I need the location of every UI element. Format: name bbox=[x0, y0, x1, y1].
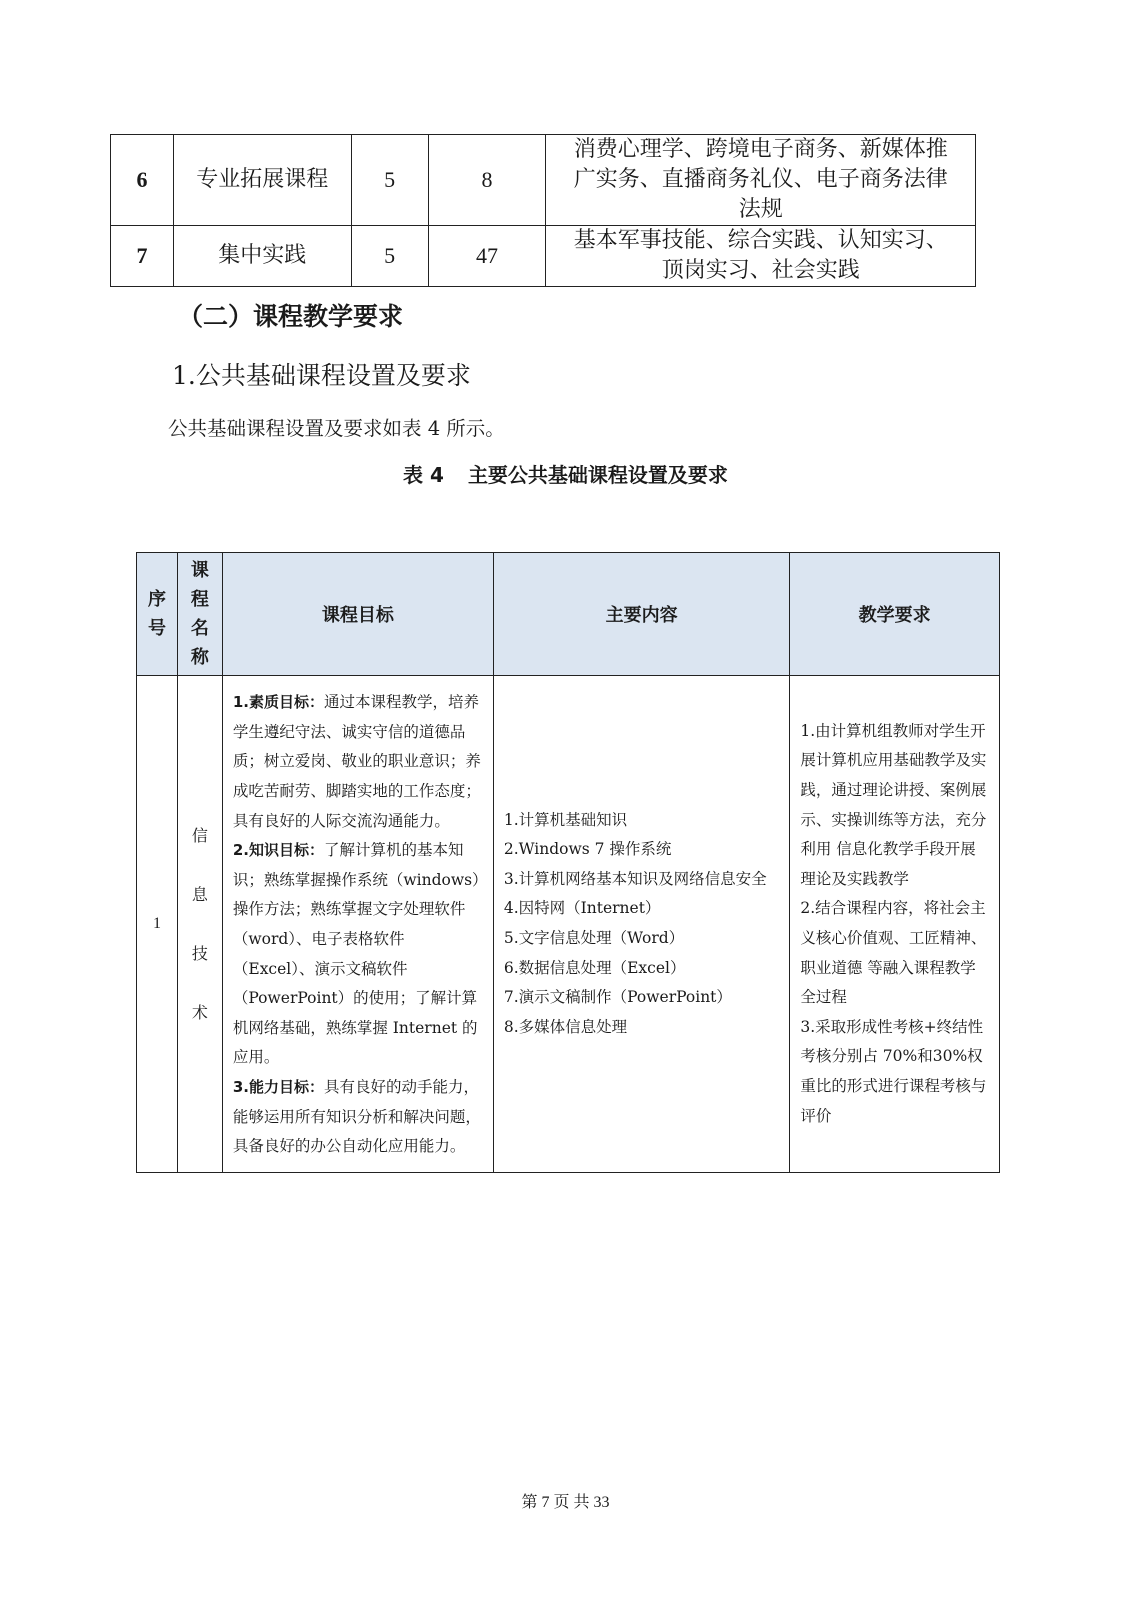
course-count: 47 bbox=[428, 226, 546, 287]
public-course-table bbox=[136, 552, 1000, 1173]
category-name: 专业拓展课程 bbox=[173, 135, 351, 226]
table-row bbox=[111, 226, 976, 287]
goal-item: 3.能力目标：具有良好的动手能力，能够运用所有知识分析和解决问题，具备良好的办公自动化应用能力。 bbox=[232, 1077, 481, 1156]
course-list-line: 法规 bbox=[738, 197, 783, 222]
section-heading: （二）课程教学要求 bbox=[178, 302, 404, 331]
header-requirements: 教学要求 bbox=[790, 553, 1000, 676]
subsection-heading: 1.公共基础课程设置及要求 bbox=[172, 361, 471, 390]
course-category-table bbox=[110, 134, 976, 287]
course-count: 8 bbox=[428, 135, 546, 226]
table-header-row bbox=[137, 553, 1000, 676]
row-number: 6 bbox=[111, 135, 174, 226]
content-item: 7.演示文稿制作（PowerPoint） bbox=[503, 988, 732, 1007]
goal-item: 1.素质目标：通过本课程教学，培养学生遵纪守法、诚实守信的道德品质；树立爱岗、敬业的职业意识；养成吃苦耐劳、脚踏实地的工作态度；具有良好的人际交流沟通能力。 bbox=[232, 693, 481, 830]
header-course-name: 课 程 名 称 bbox=[177, 553, 222, 676]
content-item: 6.数据信息处理（Excel） bbox=[503, 958, 686, 977]
course-goals bbox=[222, 676, 493, 1173]
content-item: 2.Windows 7 操作系统 bbox=[503, 840, 672, 859]
course-list-line: 顶岗实习、社会实践 bbox=[661, 258, 860, 283]
goal-item: 2.知识目标：了解计算机的基本知识；熟练掌握操作系统（windows）操作方法；熟练掌握文字处理软件（word）、电子表格软件（Excel）、演示文稿软件（PowerPoint）的使用；了解计算机网络基础，熟练掌握 Internet 的应用。 bbox=[232, 841, 480, 1067]
content-item: 1.计算机基础知识 bbox=[503, 810, 628, 829]
table-caption-title: 主要公共基础课程设置及要求 bbox=[467, 463, 728, 487]
content-item: 3.计算机网络基本知识及网络信息安全 bbox=[503, 869, 767, 888]
course-list-line: 消费心理学、跨境电子商务、新媒体推 bbox=[573, 137, 948, 162]
row-index: 1 bbox=[137, 676, 178, 1173]
requirement-item: 3.采取形成性考核+终结性考核分别占 70%和30%权重比的形式进行课程考核与评价 bbox=[800, 1017, 987, 1125]
category-name: 集中实践 bbox=[173, 226, 351, 287]
table-row bbox=[111, 135, 976, 226]
header-content: 主要内容 bbox=[493, 553, 790, 676]
table-row bbox=[137, 676, 1000, 1173]
header-goal: 课程目标 bbox=[222, 553, 493, 676]
page-footer: 第 7 页 共 33 bbox=[521, 1494, 610, 1511]
header-index: 序 号 bbox=[137, 553, 178, 676]
course-list bbox=[546, 135, 976, 226]
teaching-requirements bbox=[790, 676, 1000, 1173]
content-item: 4.因特网（Internet） bbox=[503, 899, 661, 918]
course-list-line: 广实务、直播商务礼仪、电子商务法律 bbox=[573, 167, 948, 192]
table-caption bbox=[0, 459, 1131, 488]
course-name: 信 息 技 术 bbox=[177, 676, 222, 1173]
requirement-item: 2.结合课程内容，将社会主义核心价值观、工匠精神、职业道德 等融入课程教学全过程 bbox=[800, 899, 987, 1007]
course-list bbox=[546, 226, 976, 287]
course-list-line: 基本军事技能、综合实践、认知实习、 bbox=[573, 228, 948, 253]
requirement-item: 1.由计算机组教师对学生开展计算机应用基础教学及实践，通过理论讲授、案例展示、实操训练等方法，充分利用 信息化教学手段开展理论及实践教学 bbox=[800, 721, 987, 888]
row-number: 7 bbox=[111, 226, 174, 287]
content-item: 5.文字信息处理（Word） bbox=[503, 929, 685, 947]
main-content bbox=[493, 676, 790, 1173]
intro-paragraph: 公共基础课程设置及要求如表 4 所示。 bbox=[168, 417, 505, 440]
table-caption-label: 表 4 bbox=[403, 463, 444, 487]
semester-count: 5 bbox=[351, 226, 428, 287]
semester-count: 5 bbox=[351, 135, 428, 226]
content-item: 8.多媒体信息处理 bbox=[503, 1017, 628, 1036]
